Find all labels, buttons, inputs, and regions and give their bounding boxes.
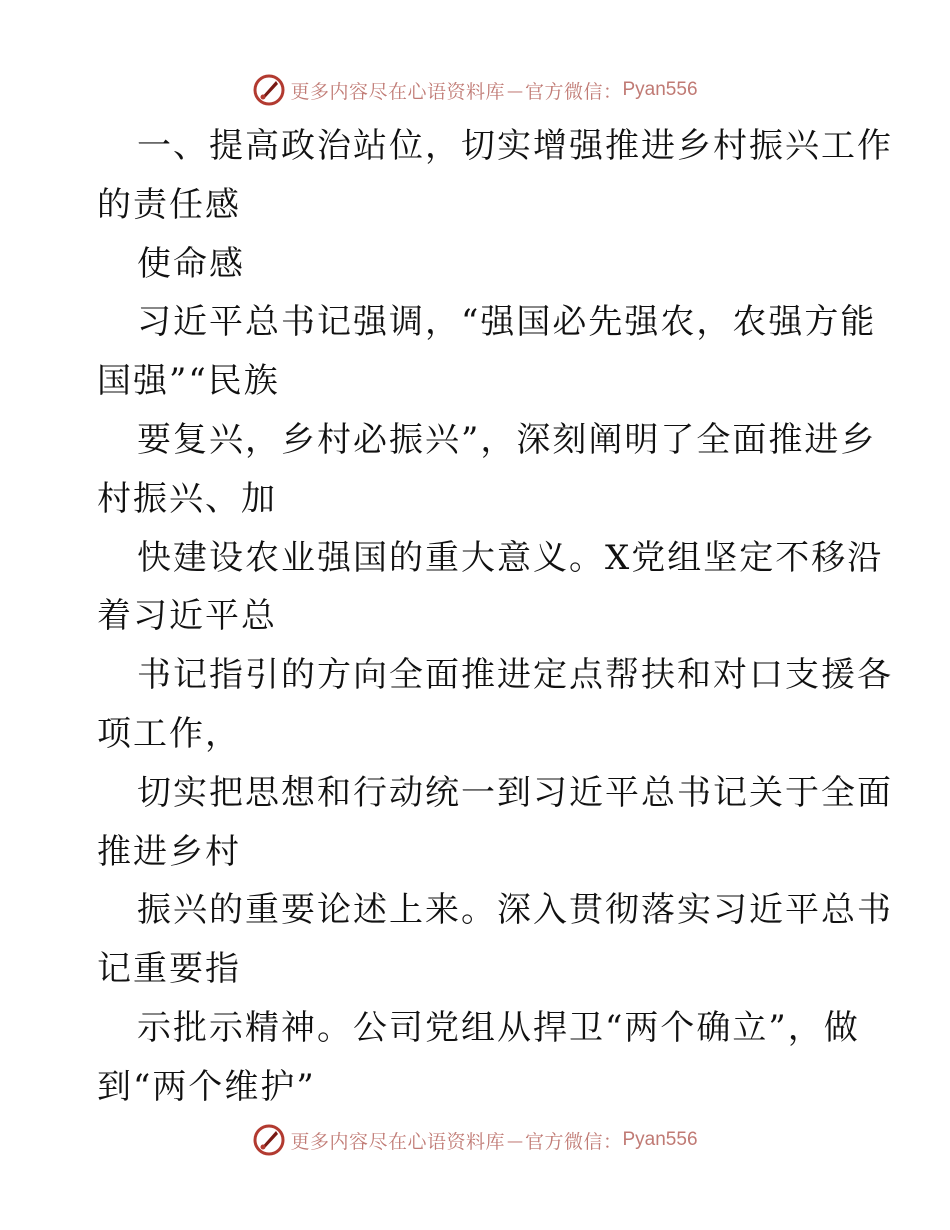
quill-logo-icon [252, 1123, 286, 1157]
text-line: 推进乡村 [97, 831, 241, 872]
text-line: 振兴的重要论述上来。深入贯彻落实习近平总书 [137, 890, 893, 931]
text-line: 示批示精神。公司党组从捍卫“两个确立”，做 [137, 1007, 860, 1048]
quill-logo-icon [252, 73, 286, 107]
text-line: 到“两个维护” [97, 1066, 316, 1107]
document-body [97, 117, 893, 1117]
text-line: 着习近平总 [97, 596, 277, 637]
text-line: 项工作， [97, 713, 241, 754]
text-line: 国强”“民族 [97, 361, 280, 402]
header-site-text: 更多内容尽在心语资料库 [290, 80, 505, 103]
footer-wechat-id: Pyan556 [622, 1129, 698, 1150]
text-line: 切实把思想和行动统一到习近平总书记关于全面 [137, 772, 893, 813]
footer-watermark-banner [0, 1120, 950, 1160]
header-wechat-id: Pyan556 [622, 79, 698, 100]
footer-dash: — [506, 1130, 523, 1150]
text-line: 要复兴，乡村必振兴”，深刻阐明了全面推进乡 [137, 419, 877, 460]
footer-wechat-label: 官方微信： [524, 1130, 623, 1153]
header-wechat-label: 官方微信： [524, 80, 623, 103]
text-line: 一、提高政治站位，切实增强推进乡村振兴工作 [137, 126, 893, 166]
text-line: 记重要指 [97, 949, 241, 990]
text-line: 书记指引的方向全面推进定点帮扶和对口支援各 [137, 655, 893, 696]
text-line: 快建设农业强国的重大意义。X党组坚定不移沿 [137, 537, 884, 578]
header-watermark-banner [0, 70, 950, 110]
header-dash: — [506, 80, 523, 100]
footer-site-text: 更多内容尽在心语资料库 [290, 1130, 505, 1153]
text-line: 使命感 [137, 243, 245, 284]
text-line: 的责任感 [97, 184, 241, 225]
text-line: 习近平总书记强调，“强国必先强农，农强方能 [137, 302, 877, 343]
text-line: 村振兴、加 [97, 478, 277, 519]
